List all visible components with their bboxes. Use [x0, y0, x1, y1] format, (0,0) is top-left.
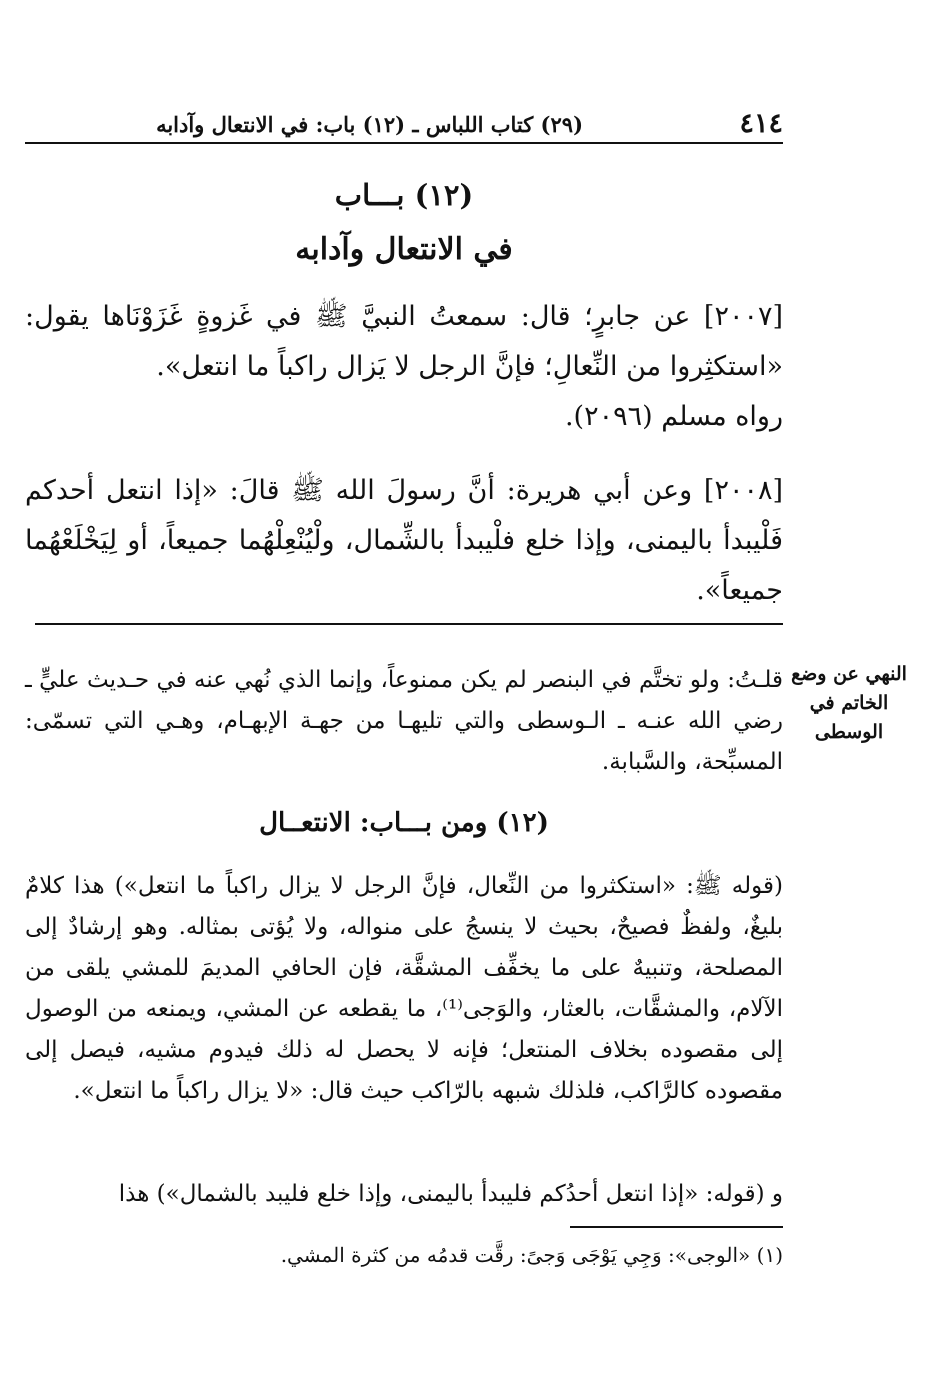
chapter-number: (١٢) بـــاب: [334, 178, 474, 212]
chapter-title: في الانتعال وآدابه: [295, 232, 513, 267]
page-number: ٤١٤: [739, 108, 783, 139]
footnote-divider: [570, 1226, 783, 1228]
hadith-2007-source: رواه مسلم (٢٠٩٦).: [564, 401, 783, 432]
margin-note: النهي عن وضع الخاتم في الوسطى: [791, 663, 907, 743]
header-divider: [25, 142, 783, 144]
footnote: (١) «الوجى»: وَجِي يَوْجَى وَجىً: رقَّت قدمُه من كثرة المشي.: [280, 1243, 783, 1267]
commentary-heading: (١٢) ومن بـــاب: الانتعــال: [259, 808, 549, 838]
page-header: [25, 106, 783, 142]
hadith-2007: [٢٠٠٧] عن جابرٍ؛ قال: سمعتُ النبيَّ ﷺ في غَزوةٍ غَزَوْنَاها يقول: «استكثِروا من النِّعالِ؛ فإنَّ الرجل لا يَزال راكباً ما انتعل».: [25, 301, 783, 382]
running-title: (٢٩) كتاب اللباس ـ (١٢) باب: في الانتعال وآدابه: [156, 112, 583, 137]
commentary-note: قلـتُ: ولو تختَّم في البنصر لم يكن ممنوعاً، وإنما الذي نُهي عنه في حـديث عليٍّ ـ رضي الله عنـه ـ الـوسطى والتي تليهـا من جهـة الإبهـام، وهـي التي تسمّى: المسبِّحة، والسَّبابة.: [25, 667, 783, 775]
commentary-paragraph-1: (قوله ﷺ: «استكثروا من النِّعال، فإنَّ الرجل لا يزال راكباً ما انتعل») هذا كلامٌ بليغٌ، ولفظٌ فصيحٌ، بحيث لا ينسجُ على منواله، ولا يُؤتى بمثاله. وهو إرشادٌ إلى المصلحة، وتنبيهٌ على ما يخفِّف المشقَّة، فإن الحافي المديمَ للمشي يلقى من الآلام، والمشقَّات، بالعثار، والوَجى⁽¹⁾، ما يقطعه عن المشي، ويمنعه من الوصول إلى مقصوده بخلاف المنتعل؛ فإنه لا يحصل له ذلك فيدوم مشيه، فيصل إلى مقصوده كالرَّاكب، فلذلك شبهه بالرّاكب حيث قال: «لا يزال راكباً ما انتعل».: [25, 873, 783, 1104]
section-divider: [35, 623, 783, 625]
hadith-2008: [٢٠٠٨] وعن أبي هريرة: أنَّ رسولَ الله ﷺ قالَ: «إذا انتعل أحدكم فَلْيبدأ باليمنى، وإذا خلع فلْيبدأ بالشِّمال، ولْيُنْعِلْهُما جميعاً، أو لِيَخْلَعْهُما جميعاً».: [25, 475, 783, 606]
commentary-paragraph-2: و (قوله: «إذا انتعل أحدُكم فليبدأ باليمنى، وإذا خلع فليبد بالشمال») هذا: [118, 1181, 783, 1207]
